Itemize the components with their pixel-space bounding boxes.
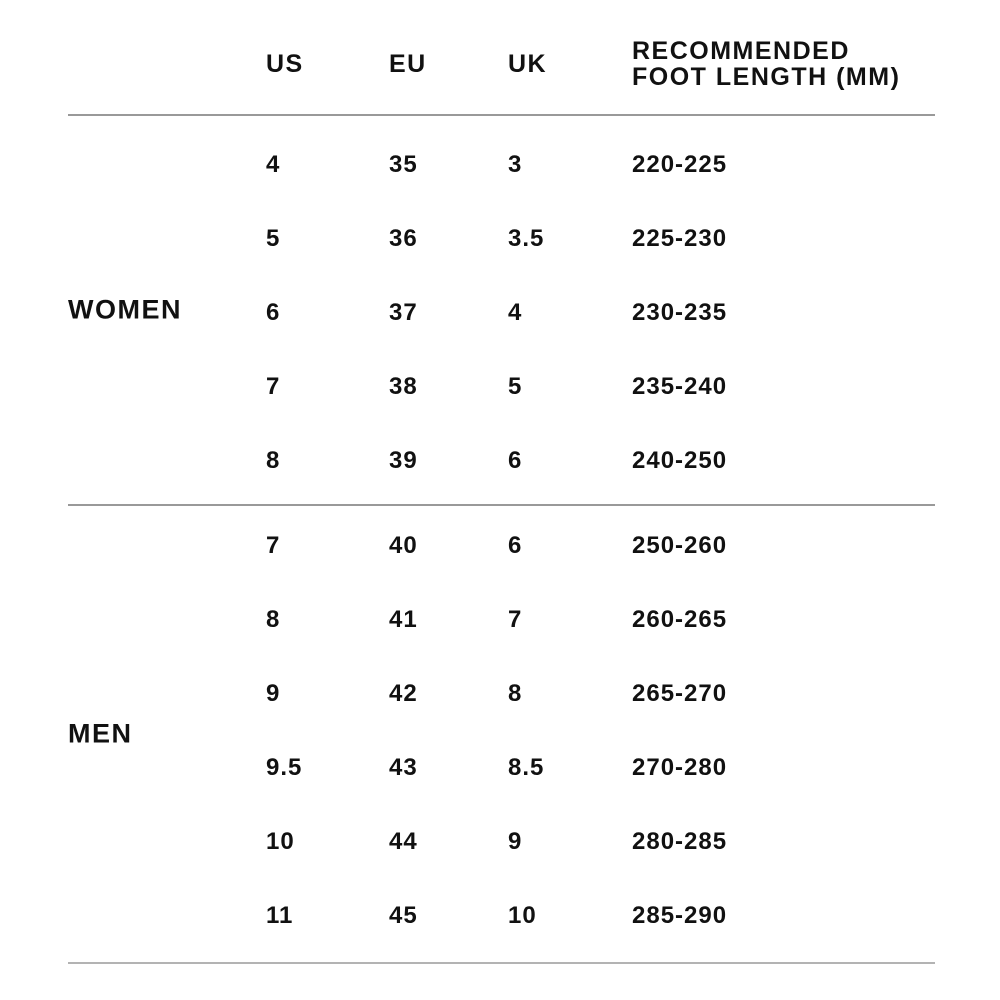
section-men — [68, 506, 935, 962]
section-women — [68, 116, 935, 504]
column-header-uk: UK — [508, 50, 548, 78]
cell-eu: 40 — [389, 532, 418, 559]
section-label-women: WOMEN — [68, 294, 182, 325]
table-row — [68, 276, 935, 350]
cell-us: 4 — [266, 151, 281, 178]
cell-uk: 4 — [508, 299, 523, 326]
cell-us: 7 — [266, 532, 281, 559]
cell-uk: 6 — [508, 532, 523, 559]
table-row — [68, 202, 935, 276]
cell-foot-length: 265-270 — [632, 680, 728, 707]
cell-foot-length: 225-230 — [632, 225, 728, 252]
cell-uk: 3 — [508, 151, 523, 178]
section-label-men: MEN — [68, 718, 133, 749]
table-row — [68, 879, 935, 953]
cell-us: 11 — [266, 902, 294, 929]
cell-us: 9 — [266, 680, 281, 707]
cell-us: 8 — [266, 447, 281, 474]
column-header-foot-length-line1: RECOMMENDED — [632, 37, 850, 65]
cell-foot-length: 260-265 — [632, 606, 728, 633]
cell-eu: 38 — [389, 373, 418, 400]
size-chart-table — [68, 0, 935, 964]
table-row — [68, 805, 935, 879]
table-row — [68, 128, 935, 202]
cell-uk: 8 — [508, 680, 523, 707]
cell-eu: 35 — [389, 151, 418, 178]
cell-foot-length: 250-260 — [632, 532, 728, 559]
cell-uk: 10 — [508, 902, 537, 929]
cell-uk: 3.5 — [508, 225, 545, 252]
cell-uk: 8.5 — [508, 754, 545, 781]
cell-eu: 41 — [389, 606, 418, 633]
cell-eu: 42 — [389, 680, 418, 707]
cell-us: 5 — [266, 225, 281, 252]
cell-uk: 6 — [508, 447, 523, 474]
table-row — [68, 657, 935, 731]
cell-eu: 43 — [389, 754, 418, 781]
cell-us: 9.5 — [266, 754, 303, 781]
cell-uk: 5 — [508, 373, 523, 400]
cell-eu: 45 — [389, 902, 418, 929]
cell-foot-length: 235-240 — [632, 373, 728, 400]
cell-foot-length: 280-285 — [632, 828, 728, 855]
table-row — [68, 583, 935, 657]
cell-uk: 7 — [508, 606, 523, 633]
column-header-foot-length-line2: FOOT LENGTH (MM) — [632, 63, 901, 91]
cell-eu: 39 — [389, 447, 418, 474]
table-header-row — [68, 0, 935, 114]
table-row — [68, 731, 935, 805]
cell-us: 7 — [266, 373, 281, 400]
cell-us: 8 — [266, 606, 281, 633]
cell-foot-length: 270-280 — [632, 754, 728, 781]
cell-foot-length: 230-235 — [632, 299, 728, 326]
cell-foot-length: 285-290 — [632, 902, 728, 929]
column-header-foot-length — [632, 38, 935, 90]
cell-foot-length: 240-250 — [632, 447, 728, 474]
table-row — [68, 350, 935, 424]
cell-foot-length: 220-225 — [632, 151, 728, 178]
cell-us: 6 — [266, 299, 281, 326]
cell-eu: 44 — [389, 828, 418, 855]
column-header-eu: EU — [389, 50, 427, 78]
table-row — [68, 509, 935, 583]
table-row — [68, 424, 935, 498]
cell-eu: 37 — [389, 299, 418, 326]
column-header-us: US — [266, 50, 304, 78]
cell-eu: 36 — [389, 225, 418, 252]
bottom-divider — [68, 962, 935, 964]
cell-uk: 9 — [508, 828, 523, 855]
cell-us: 10 — [266, 828, 295, 855]
